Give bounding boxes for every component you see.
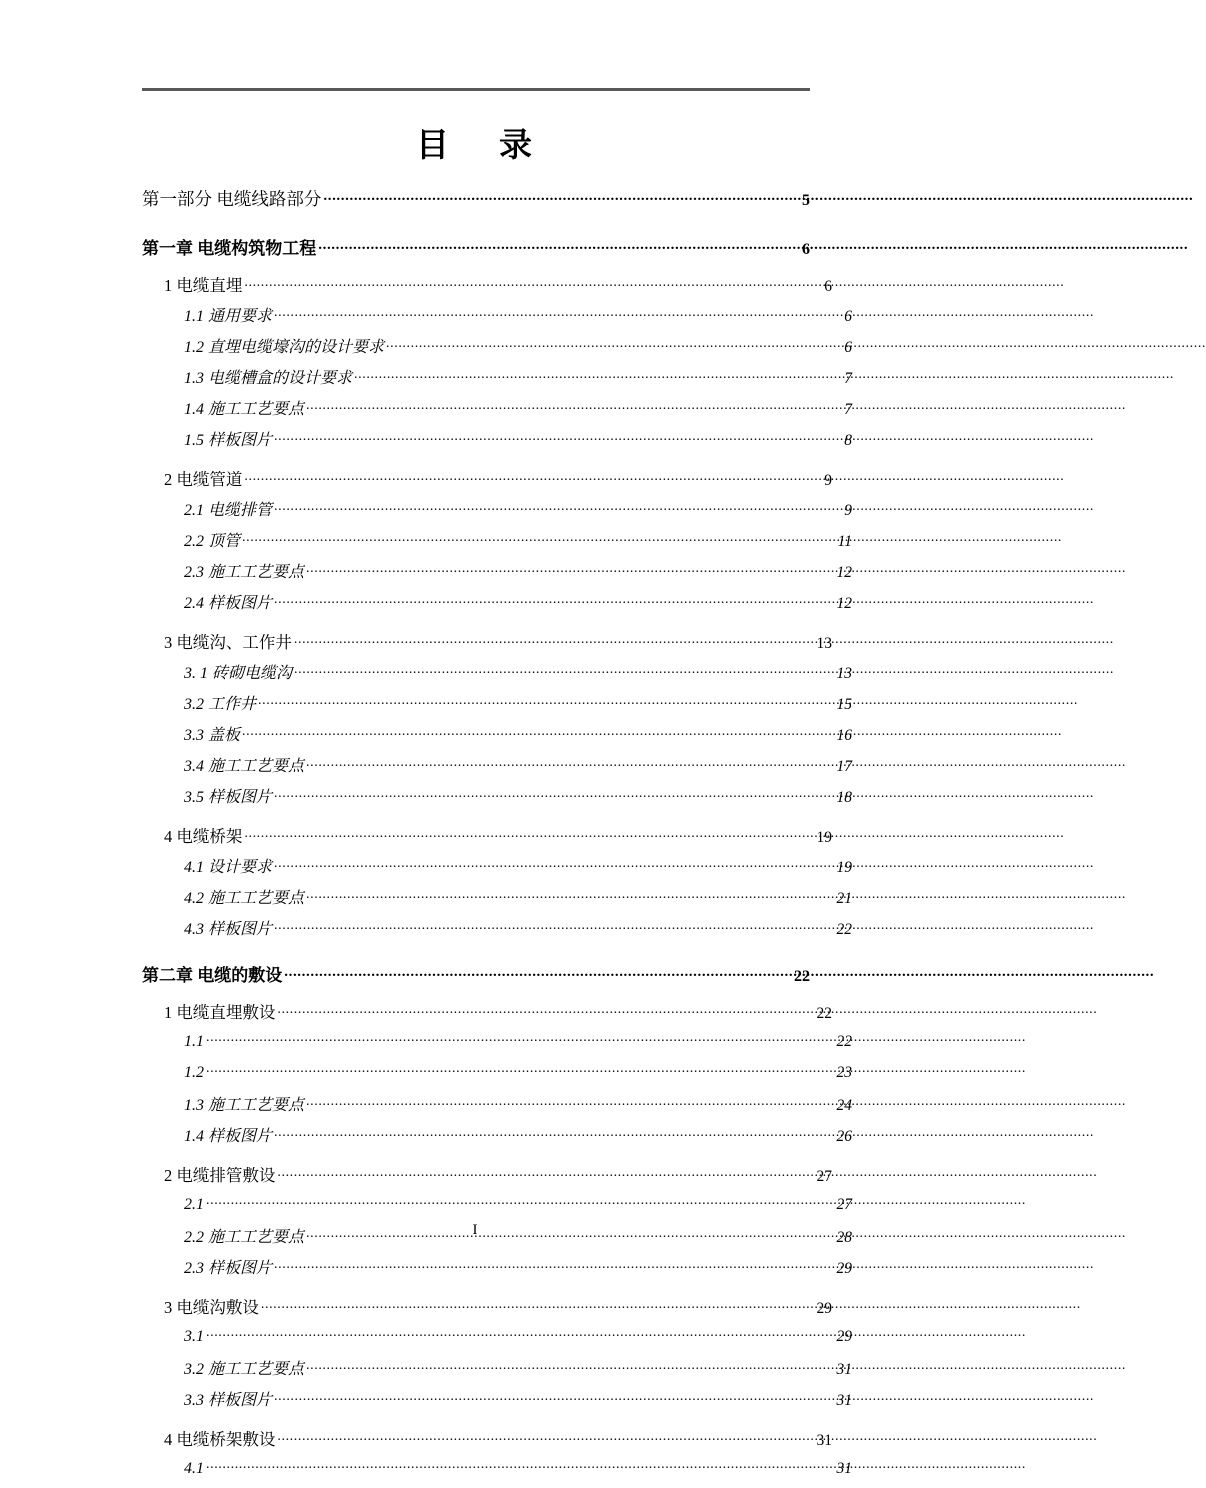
toc-entry[interactable] <box>142 999 832 1030</box>
toc-dot-leader <box>274 592 834 608</box>
toc-entry-label: 1.2 直埋电缆壕沟的设计要求 <box>184 339 385 356</box>
toc-entry[interactable] <box>142 916 852 947</box>
toc-entry[interactable] <box>142 1092 852 1123</box>
toc-entry[interactable] <box>142 1325 852 1356</box>
toc-dot-leader <box>258 693 834 709</box>
toc-entry-page-number: 19 <box>816 829 832 846</box>
toc-entry[interactable] <box>142 365 852 396</box>
toc-entry-label: 3.2 工作井 <box>184 696 257 713</box>
toc-dot-leader <box>274 918 834 934</box>
toc-dot-leader <box>306 887 834 903</box>
toc-dot-leader <box>244 469 822 486</box>
toc-entry-label: 3.1 <box>184 1328 204 1345</box>
toc-entry-page-number: 11 <box>837 533 852 550</box>
toc-dot-leader <box>294 662 834 678</box>
toc-dot-leader <box>274 856 834 872</box>
toc-entry-label: 3.4 施工工艺要点 <box>184 758 305 775</box>
toc-entry-page-number: 6 <box>802 241 810 258</box>
toc-entry[interactable] <box>142 228 810 272</box>
toc-entry-label: 1.5 样板图片 <box>184 432 273 449</box>
toc-entry[interactable] <box>142 885 852 916</box>
toc-entry-page-number: 13 <box>836 665 852 682</box>
toc-entry-label: 3.3 盖板 <box>184 727 241 744</box>
toc-dot-leader <box>306 755 834 771</box>
toc-dot-leader <box>242 530 836 546</box>
toc-dot-leader <box>277 1002 814 1019</box>
toc-entry[interactable] <box>142 1387 852 1418</box>
toc-entry-label: 2.4 样板图片 <box>184 595 273 612</box>
toc-dot-leader <box>323 188 800 206</box>
toc-entry[interactable] <box>142 722 852 753</box>
toc-entry-page-number: 18 <box>836 789 852 806</box>
toc-entry[interactable] <box>142 854 852 885</box>
toc-dot-leader <box>206 1030 835 1046</box>
toc-entry-page-number: 22 <box>816 1005 832 1022</box>
toc-dot-leader <box>274 1125 834 1141</box>
toc-entry-page-number: 27 <box>816 1168 832 1185</box>
toc-entry-label: 3.2 施工工艺要点 <box>184 1361 305 1378</box>
table-of-contents <box>142 186 852 1488</box>
toc-entry-page-number: 8 <box>844 432 852 449</box>
toc-entry-page-number: 31 <box>836 1392 852 1409</box>
toc-dot-leader <box>274 429 842 445</box>
toc-dot-leader <box>318 237 800 254</box>
toc-entry-page-number: 26 <box>836 1128 852 1145</box>
toc-entry[interactable] <box>142 691 852 722</box>
toc-entry[interactable] <box>142 823 832 854</box>
toc-entry-page-number: 29 <box>836 1328 852 1345</box>
toc-entry-page-number: 21 <box>836 890 852 907</box>
toc-entry-page-number: 15 <box>836 696 852 713</box>
toc-entry-page-number: 7 <box>844 370 852 387</box>
toc-entry-page-number: 27 <box>836 1196 852 1213</box>
toc-entry-label: 1.1 通用要求 <box>184 308 273 325</box>
toc-entry[interactable] <box>142 1294 832 1325</box>
toc-entry[interactable] <box>142 427 852 458</box>
toc-entry-page-number: 31 <box>836 1460 852 1477</box>
toc-dot-leader <box>306 1094 834 1110</box>
toc-entry-page-number: 31 <box>836 1361 852 1378</box>
toc-entry-label: 1.4 样板图片 <box>184 1128 273 1145</box>
toc-entry[interactable] <box>142 559 852 590</box>
toc-entry[interactable] <box>142 497 852 528</box>
toc-entry-label: 2 电缆管道 <box>164 470 243 489</box>
toc-entry[interactable] <box>142 528 852 559</box>
header-rule <box>142 88 810 91</box>
toc-entry-label: 3.3 样板图片 <box>184 1392 273 1409</box>
toc-dot-leader <box>242 724 834 740</box>
toc-entry-label: 1.3 施工工艺要点 <box>184 1097 305 1114</box>
toc-entry-page-number: 6 <box>824 278 832 295</box>
toc-dot-leader <box>206 1193 835 1209</box>
toc-entry-label: 1 电缆直埋 <box>164 276 243 295</box>
toc-dot-leader <box>274 305 842 321</box>
toc-entry-page-number: 9 <box>824 472 832 489</box>
toc-dot-leader <box>306 398 842 414</box>
toc-entry-label: 2 电缆排管敷设 <box>164 1166 276 1185</box>
toc-entry-page-number: 22 <box>836 1033 852 1050</box>
toc-entry-page-number: 13 <box>816 635 832 652</box>
toc-entry[interactable] <box>142 396 852 427</box>
toc-dot-leader <box>206 1325 835 1341</box>
toc-dot-leader <box>294 632 815 649</box>
toc-entry[interactable] <box>142 1123 852 1154</box>
toc-entry[interactable] <box>142 784 852 815</box>
toc-dot-leader <box>386 336 842 352</box>
page-footer: I <box>472 1222 478 1238</box>
toc-dot-leader <box>206 1457 835 1473</box>
toc-entry-label: 1.4 施工工艺要点 <box>184 401 305 418</box>
toc-entry-page-number: 24 <box>836 1097 852 1114</box>
toc-dot-leader <box>244 275 822 292</box>
toc-entry-label: 4.3 样板图片 <box>184 921 273 938</box>
toc-dot-leader <box>244 826 814 843</box>
toc-entry-page-number: 5 <box>802 192 810 209</box>
toc-entry-label: 4 电缆桥架 <box>164 827 243 846</box>
toc-entry[interactable] <box>142 1356 852 1387</box>
toc-entry-page-number: 6 <box>844 308 852 325</box>
toc-dot-leader <box>274 1257 834 1273</box>
toc-entry-page-number: 31 <box>816 1432 832 1449</box>
toc-entry-label: 2.3 样板图片 <box>184 1260 273 1277</box>
toc-entry[interactable] <box>142 1457 852 1488</box>
toc-entry[interactable] <box>142 629 832 660</box>
page-title-char-2: 录 <box>499 128 534 164</box>
toc-dot-leader <box>306 561 834 577</box>
toc-entry-label: 2.2 顶管 <box>184 533 241 550</box>
toc-entry-label: 第二章 电缆的敷设 <box>142 966 283 985</box>
page-title <box>0 128 950 164</box>
toc-dot-leader <box>284 964 792 981</box>
toc-dot-leader <box>354 367 842 383</box>
toc-entry-page-number: 22 <box>836 921 852 938</box>
toc-entry[interactable] <box>142 1061 852 1092</box>
toc-entry[interactable] <box>142 955 810 999</box>
toc-entry[interactable] <box>142 334 852 365</box>
toc-entry[interactable] <box>142 466 832 497</box>
page-title-char-1: 目 <box>416 128 451 164</box>
toc-entry-label: 第一部分 电缆线路部分 <box>142 189 322 209</box>
toc-entry[interactable] <box>142 660 852 691</box>
toc-entry[interactable] <box>142 753 852 784</box>
toc-entry-label: 1.2 <box>184 1064 204 1081</box>
toc-entry-label: 4.1 <box>184 1460 204 1477</box>
toc-entry-label: 1 电缆直埋敷设 <box>164 1003 276 1022</box>
toc-entry-page-number: 23 <box>836 1064 852 1081</box>
toc-dot-leader <box>274 786 834 802</box>
toc-dot-leader <box>274 499 842 515</box>
toc-dot-leader <box>277 1429 814 1446</box>
toc-entry-label: 2.1 电缆排管 <box>184 502 273 519</box>
toc-entry[interactable] <box>142 1193 852 1224</box>
toc-entry-page-number: 9 <box>844 502 852 519</box>
toc-entry-label: 1.3 电缆槽盒的设计要求 <box>184 370 353 387</box>
toc-entry[interactable] <box>142 1162 832 1193</box>
toc-entry-label: 2.3 施工工艺要点 <box>184 564 305 581</box>
toc-entry-page-number: 29 <box>816 1300 832 1317</box>
toc-entry-page-number: 7 <box>844 401 852 418</box>
toc-entry-page-number: 12 <box>836 595 852 612</box>
toc-dot-leader <box>306 1358 834 1374</box>
toc-dot-leader <box>277 1165 814 1182</box>
toc-entry-page-number: 22 <box>794 968 810 985</box>
toc-entry-page-number: 29 <box>836 1260 852 1277</box>
toc-entry-label: 3. 1 砖砌电缆沟 <box>184 665 293 682</box>
toc-entry-label: 3.5 样板图片 <box>184 789 273 806</box>
toc-entry-page-number: 6 <box>844 339 852 356</box>
toc-entry[interactable] <box>142 590 852 621</box>
toc-entry[interactable] <box>142 186 810 220</box>
toc-entry-page-number: 19 <box>836 859 852 876</box>
toc-entry[interactable] <box>142 272 832 303</box>
toc-entry-page-number: 16 <box>836 727 852 744</box>
toc-entry[interactable] <box>142 1255 852 1286</box>
toc-dot-leader <box>261 1297 815 1314</box>
toc-entry-label: 2.1 <box>184 1196 204 1213</box>
toc-entry-label: 第一章 电缆构筑物工程 <box>142 239 317 258</box>
toc-entry-label: 3 电缆沟、工作井 <box>164 633 292 652</box>
toc-entry-page-number: 17 <box>836 758 852 775</box>
toc-entry-label: 4.2 施工工艺要点 <box>184 890 305 907</box>
toc-entry[interactable] <box>142 303 852 334</box>
toc-entry-label: 1.1 <box>184 1033 204 1050</box>
toc-dot-leader <box>274 1389 834 1405</box>
toc-entry[interactable] <box>142 1030 852 1061</box>
toc-entry[interactable] <box>142 1426 832 1457</box>
toc-dot-leader <box>206 1061 835 1077</box>
toc-entry-label: 4 电缆桥架敷设 <box>164 1430 276 1449</box>
toc-entry-label: 4.1 设计要求 <box>184 859 273 876</box>
toc-entry-page-number: 28 <box>836 1229 852 1246</box>
toc-entry-label: 2.2 施工工艺要点 <box>184 1229 305 1246</box>
toc-entry-page-number: 12 <box>836 564 852 581</box>
toc-entry-label: 3 电缆沟敷设 <box>164 1298 259 1317</box>
